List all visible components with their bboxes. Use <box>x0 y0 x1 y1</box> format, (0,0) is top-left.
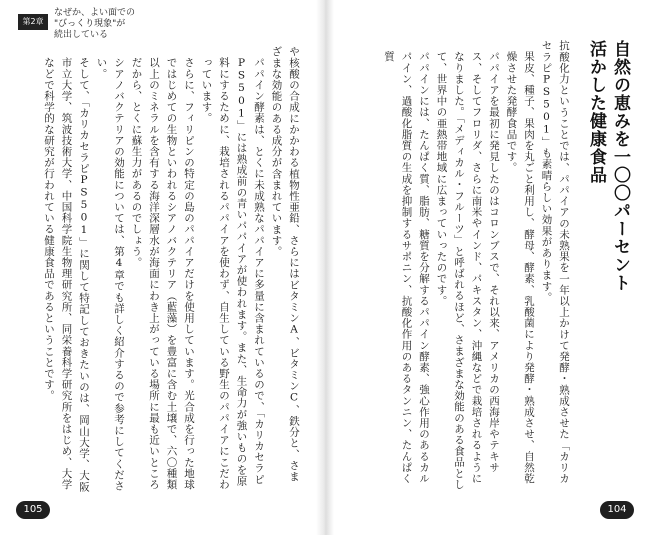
body-paragraph: 抗酸化力ということでは、パパイアの未熟果を一年以上かけて発酵・熟成させた「カリカセラピPS501」も素晴らしい効果があります。 <box>540 40 570 484</box>
page-number-right: 104 <box>600 501 634 519</box>
body-paragraph: さらに、フィリピンの特定の島のパパイアだけを使用しています。光合成を行った地球ではじめての生物といわれるシアノバクテリア（藍藻）を豊富に含む土壌で、六〇種類以上のミネラルを含有する海洋深層水が海面にわき上がっている場所に最も近いところだから、とくに蘇生力があるのでしょう。 <box>130 56 195 490</box>
running-head-line: なぜか、よい面での <box>54 8 136 18</box>
body-paragraph: シアノバクテリアの効能については、第4章でも詳しく紹介するので参考にしてください。 <box>95 56 125 491</box>
section-heading <box>584 40 632 470</box>
running-head-line: 続出している <box>54 30 109 40</box>
body-paragraph: や核酸の合成にかかわる植物性亜鉛、さらにはビタミンA、ビタミンC、鉄分と、さまざまな効能のある成分が含まれています。 <box>270 46 300 482</box>
page-number-left: 105 <box>16 501 50 519</box>
body-paragraph: そして、「カリカセラピPS501」に関して特記しておきたいのは、岡山大学、大阪市立大学、筑波技術大学、中国科学院生物理研究所、同栄養科学研究所をはじめ、大学などで科学的な研究が行われている健康食品であるということです。 <box>43 56 90 492</box>
page-gutter <box>316 0 334 535</box>
right-page-body <box>352 40 572 492</box>
body-paragraph: パパイン酵素は、とくに未成熟なパパイアに多量に含まれているので、「カリカセラピPS501」には熟成前の青いパパイアが使われます。また、生命力が強いものを原料にするために、栽培されるパパイアを使わず、自生している野生のパパイアにこだわっています。 <box>200 56 265 490</box>
running-head <box>54 8 174 41</box>
section-heading-line: 自然の恵みを一〇〇パーセント <box>610 40 630 292</box>
body-paragraph: パパインには、たんぱく質、脂肪、糖質を分解するパパイン酵素、強心作用のあるカルパイン、過酸化脂質の生成を抑制するサポニン、抗酸化作用のあるタンニン、たんぱく質 <box>383 50 430 484</box>
body-paragraph: パパイアを最初に発見したのはコロンブスで、それ以来、アメリカの西海岸やテキサス、そしてフロリダ、さらに南米やインド、パキスタン、沖縄などで栽培されるようになりました。「メディカル・フルーツ」と呼ばれるほど、さまざまな効能のある食品として、世界中の亜熱帯地域に広まっていったのです。 <box>435 50 500 490</box>
section-heading-line: 活かした健康食品 <box>586 40 606 184</box>
left-page-body <box>20 46 302 492</box>
running-head-line: "びっくり現象"が <box>54 19 126 29</box>
body-paragraph: 果皮、種子、果肉を丸ごと利用し、酵母、酵素、乳酸菌により発酵・熟成させ、自然乾燥させた発酵食品です。 <box>505 50 535 484</box>
chapter-badge: 第2章 <box>18 14 48 30</box>
